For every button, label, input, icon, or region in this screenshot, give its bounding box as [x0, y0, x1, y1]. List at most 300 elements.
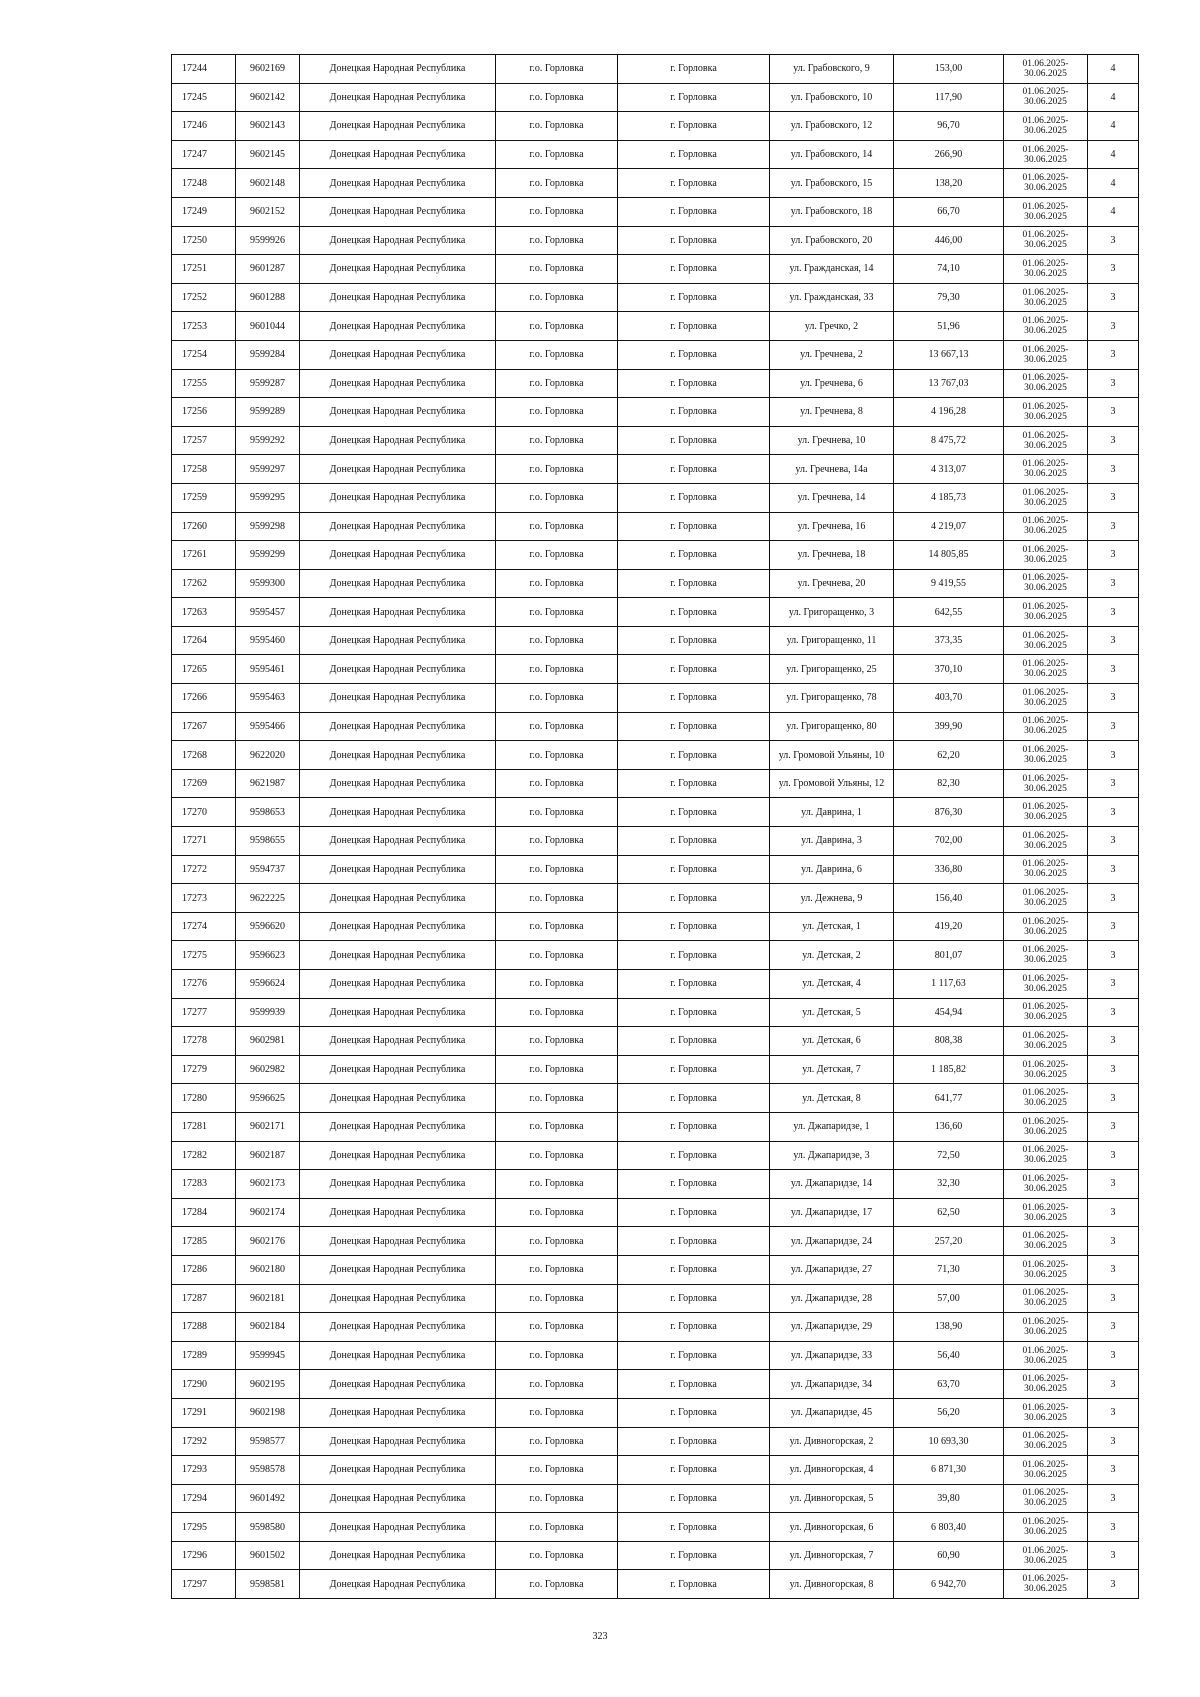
- cell-address: ул. Дивногорская, 4: [770, 1456, 894, 1485]
- cell-period: 01.06.2025- 30.06.2025: [1004, 1541, 1088, 1570]
- cell-row-number: 17275: [172, 941, 236, 970]
- cell-period: 01.06.2025- 30.06.2025: [1004, 512, 1088, 541]
- table-row: [172, 169, 1139, 198]
- cell-locality: г. Горловка: [618, 169, 770, 198]
- table-row: [172, 1484, 1139, 1513]
- cell-address: ул. Джапаридзе, 14: [770, 1170, 894, 1199]
- cell-municipality: г.о. Горловка: [496, 112, 618, 141]
- cell-object-id: 9594737: [236, 855, 300, 884]
- cell-object-id: 9602187: [236, 1141, 300, 1170]
- cell-locality: г. Горловка: [618, 1484, 770, 1513]
- cell-address: ул. Гречко, 2: [770, 312, 894, 341]
- cell-municipality: г.о. Горловка: [496, 369, 618, 398]
- cell-period: 01.06.2025- 30.06.2025: [1004, 1398, 1088, 1427]
- table-row: [172, 1398, 1139, 1427]
- cell-period: 01.06.2025- 30.06.2025: [1004, 312, 1088, 341]
- cell-object-id: 9599299: [236, 541, 300, 570]
- table-row: [172, 912, 1139, 941]
- cell-municipality: г.о. Горловка: [496, 1084, 618, 1113]
- cell-region: Донецкая Народная Республика: [300, 1141, 496, 1170]
- cell-region: Донецкая Народная Республика: [300, 769, 496, 798]
- cell-address: ул. Детская, 2: [770, 941, 894, 970]
- cell-category: 4: [1088, 197, 1139, 226]
- cell-period: 01.06.2025- 30.06.2025: [1004, 1255, 1088, 1284]
- cell-region: Донецкая Народная Республика: [300, 598, 496, 627]
- cell-object-id: 9622225: [236, 884, 300, 913]
- cell-category: 3: [1088, 1255, 1139, 1284]
- cell-address: ул. Гречнева, 18: [770, 541, 894, 570]
- cell-object-id: 9602145: [236, 140, 300, 169]
- cell-region: Донецкая Народная Республика: [300, 1284, 496, 1313]
- cell-area: 72,50: [894, 1141, 1004, 1170]
- cell-period: 01.06.2025- 30.06.2025: [1004, 83, 1088, 112]
- cell-object-id: 9602982: [236, 1055, 300, 1084]
- cell-row-number: 17292: [172, 1427, 236, 1456]
- cell-area: 8 475,72: [894, 426, 1004, 455]
- cell-object-id: 9601044: [236, 312, 300, 341]
- cell-municipality: г.о. Горловка: [496, 1141, 618, 1170]
- cell-municipality: г.о. Горловка: [496, 626, 618, 655]
- cell-period: 01.06.2025- 30.06.2025: [1004, 1198, 1088, 1227]
- cell-municipality: г.о. Горловка: [496, 169, 618, 198]
- table-row: [172, 55, 1139, 84]
- cell-municipality: г.о. Горловка: [496, 941, 618, 970]
- cell-area: 57,00: [894, 1284, 1004, 1313]
- cell-row-number: 17287: [172, 1284, 236, 1313]
- cell-municipality: г.о. Горловка: [496, 712, 618, 741]
- table-row: [172, 1227, 1139, 1256]
- cell-region: Донецкая Народная Республика: [300, 1313, 496, 1342]
- table-row: [172, 827, 1139, 856]
- cell-object-id: 9595460: [236, 626, 300, 655]
- cell-area: 14 805,85: [894, 541, 1004, 570]
- cell-row-number: 17273: [172, 884, 236, 913]
- cell-region: Донецкая Народная Республика: [300, 941, 496, 970]
- cell-address: ул. Гражданская, 14: [770, 255, 894, 284]
- cell-category: 3: [1088, 1284, 1139, 1313]
- cell-category: 3: [1088, 912, 1139, 941]
- cell-category: 3: [1088, 769, 1139, 798]
- cell-municipality: г.о. Горловка: [496, 1513, 618, 1542]
- cell-object-id: 9599298: [236, 512, 300, 541]
- cell-locality: г. Горловка: [618, 1084, 770, 1113]
- cell-address: ул. Дивногорская, 6: [770, 1513, 894, 1542]
- cell-category: 4: [1088, 112, 1139, 141]
- cell-locality: г. Горловка: [618, 541, 770, 570]
- cell-locality: г. Горловка: [618, 369, 770, 398]
- cell-row-number: 17257: [172, 426, 236, 455]
- cell-period: 01.06.2025- 30.06.2025: [1004, 1141, 1088, 1170]
- cell-category: 3: [1088, 1398, 1139, 1427]
- cell-object-id: 9601492: [236, 1484, 300, 1513]
- cell-locality: г. Горловка: [618, 1370, 770, 1399]
- cell-category: 3: [1088, 712, 1139, 741]
- cell-region: Донецкая Народная Республика: [300, 169, 496, 198]
- cell-category: 3: [1088, 855, 1139, 884]
- cell-object-id: 9602142: [236, 83, 300, 112]
- cell-region: Донецкая Народная Республика: [300, 483, 496, 512]
- cell-address: ул. Гречнева, 14: [770, 483, 894, 512]
- cell-municipality: г.о. Горловка: [496, 1484, 618, 1513]
- cell-category: 3: [1088, 941, 1139, 970]
- table-row: [172, 1198, 1139, 1227]
- table-row: [172, 1027, 1139, 1056]
- table-row: [172, 1284, 1139, 1313]
- cell-area: 4 185,73: [894, 483, 1004, 512]
- cell-object-id: 9599289: [236, 398, 300, 427]
- cell-category: 3: [1088, 1227, 1139, 1256]
- cell-object-id: 9621987: [236, 769, 300, 798]
- cell-period: 01.06.2025- 30.06.2025: [1004, 655, 1088, 684]
- cell-category: 3: [1088, 1541, 1139, 1570]
- cell-area: 876,30: [894, 798, 1004, 827]
- cell-period: 01.06.2025- 30.06.2025: [1004, 1456, 1088, 1485]
- table-row: [172, 283, 1139, 312]
- cell-category: 3: [1088, 1427, 1139, 1456]
- cell-address: ул. Григоращенко, 3: [770, 598, 894, 627]
- cell-period: 01.06.2025- 30.06.2025: [1004, 1284, 1088, 1313]
- cell-region: Донецкая Народная Республика: [300, 1370, 496, 1399]
- cell-period: 01.06.2025- 30.06.2025: [1004, 1570, 1088, 1599]
- cell-period: 01.06.2025- 30.06.2025: [1004, 340, 1088, 369]
- cell-municipality: г.о. Горловка: [496, 1341, 618, 1370]
- cell-region: Донецкая Народная Республика: [300, 1198, 496, 1227]
- cell-locality: г. Горловка: [618, 83, 770, 112]
- cell-municipality: г.о. Горловка: [496, 598, 618, 627]
- cell-period: 01.06.2025- 30.06.2025: [1004, 226, 1088, 255]
- cell-category: 3: [1088, 483, 1139, 512]
- cell-object-id: 9602148: [236, 169, 300, 198]
- cell-region: Донецкая Народная Республика: [300, 226, 496, 255]
- cell-locality: г. Горловка: [618, 312, 770, 341]
- cell-region: Донецкая Народная Республика: [300, 998, 496, 1027]
- cell-area: 454,94: [894, 998, 1004, 1027]
- cell-region: Донецкая Народная Республика: [300, 1513, 496, 1542]
- cell-area: 4 196,28: [894, 398, 1004, 427]
- table-row: [172, 398, 1139, 427]
- cell-area: 13 667,13: [894, 340, 1004, 369]
- cell-municipality: г.о. Горловка: [496, 1027, 618, 1056]
- cell-address: ул. Детская, 7: [770, 1055, 894, 1084]
- cell-address: ул. Джапаридзе, 33: [770, 1341, 894, 1370]
- cell-region: Донецкая Народная Республика: [300, 55, 496, 84]
- cell-municipality: г.о. Горловка: [496, 283, 618, 312]
- cell-municipality: г.о. Горловка: [496, 684, 618, 713]
- cell-object-id: 9602198: [236, 1398, 300, 1427]
- cell-region: Донецкая Народная Республика: [300, 1427, 496, 1456]
- cell-object-id: 9602180: [236, 1255, 300, 1284]
- table-row: [172, 112, 1139, 141]
- cell-area: 156,40: [894, 884, 1004, 913]
- cell-category: 3: [1088, 998, 1139, 1027]
- cell-locality: г. Горловка: [618, 255, 770, 284]
- cell-period: 01.06.2025- 30.06.2025: [1004, 970, 1088, 999]
- cell-object-id: 9602173: [236, 1170, 300, 1199]
- table-row: [172, 1112, 1139, 1141]
- cell-region: Донецкая Народная Республика: [300, 684, 496, 713]
- cell-area: 6 942,70: [894, 1570, 1004, 1599]
- cell-locality: г. Горловка: [618, 426, 770, 455]
- cell-locality: г. Горловка: [618, 340, 770, 369]
- cell-region: Донецкая Народная Республика: [300, 369, 496, 398]
- cell-address: ул. Гречнева, 10: [770, 426, 894, 455]
- cell-category: 3: [1088, 541, 1139, 570]
- cell-row-number: 17286: [172, 1255, 236, 1284]
- cell-address: ул. Джапаридзе, 1: [770, 1112, 894, 1141]
- cell-row-number: 17284: [172, 1198, 236, 1227]
- cell-locality: г. Горловка: [618, 569, 770, 598]
- cell-category: 3: [1088, 1112, 1139, 1141]
- cell-area: 642,55: [894, 598, 1004, 627]
- cell-period: 01.06.2025- 30.06.2025: [1004, 55, 1088, 84]
- cell-row-number: 17269: [172, 769, 236, 798]
- cell-locality: г. Горловка: [618, 1341, 770, 1370]
- cell-municipality: г.о. Горловка: [496, 426, 618, 455]
- cell-period: 01.06.2025- 30.06.2025: [1004, 1227, 1088, 1256]
- table-row: [172, 483, 1139, 512]
- table-row: [172, 1313, 1139, 1342]
- cell-category: 4: [1088, 55, 1139, 84]
- cell-object-id: 9599926: [236, 226, 300, 255]
- cell-locality: г. Горловка: [618, 684, 770, 713]
- cell-address: ул. Джапаридзе, 29: [770, 1313, 894, 1342]
- cell-address: ул. Джапаридзе, 28: [770, 1284, 894, 1313]
- document-table-container: [171, 54, 1138, 1599]
- cell-category: 4: [1088, 83, 1139, 112]
- cell-municipality: г.о. Горловка: [496, 312, 618, 341]
- cell-row-number: 17263: [172, 598, 236, 627]
- cell-object-id: 9599939: [236, 998, 300, 1027]
- cell-category: 3: [1088, 827, 1139, 856]
- cell-locality: г. Горловка: [618, 970, 770, 999]
- cell-row-number: 17290: [172, 1370, 236, 1399]
- cell-region: Донецкая Народная Республика: [300, 112, 496, 141]
- page-number: 323: [592, 1631, 608, 1642]
- cell-address: ул. Громовой Ульяны, 12: [770, 769, 894, 798]
- cell-region: Донецкая Народная Республика: [300, 541, 496, 570]
- cell-municipality: г.о. Горловка: [496, 140, 618, 169]
- table-row: [172, 1370, 1139, 1399]
- cell-region: Донецкая Народная Республика: [300, 884, 496, 913]
- cell-row-number: 17252: [172, 283, 236, 312]
- cell-period: 01.06.2025- 30.06.2025: [1004, 1170, 1088, 1199]
- cell-region: Донецкая Народная Республика: [300, 426, 496, 455]
- cell-period: 01.06.2025- 30.06.2025: [1004, 169, 1088, 198]
- cell-object-id: 9601288: [236, 283, 300, 312]
- cell-address: ул. Дивногорская, 5: [770, 1484, 894, 1513]
- cell-municipality: г.о. Горловка: [496, 340, 618, 369]
- cell-municipality: г.о. Горловка: [496, 970, 618, 999]
- cell-category: 3: [1088, 312, 1139, 341]
- cell-municipality: г.о. Горловка: [496, 1170, 618, 1199]
- cell-municipality: г.о. Горловка: [496, 483, 618, 512]
- cell-row-number: 17283: [172, 1170, 236, 1199]
- cell-object-id: 9601502: [236, 1541, 300, 1570]
- cell-category: 3: [1088, 1027, 1139, 1056]
- cell-area: 62,20: [894, 741, 1004, 770]
- cell-region: Донецкая Народная Республика: [300, 970, 496, 999]
- cell-period: 01.06.2025- 30.06.2025: [1004, 884, 1088, 913]
- table-row: [172, 1341, 1139, 1370]
- cell-object-id: 9622020: [236, 741, 300, 770]
- cell-address: ул. Гражданская, 33: [770, 283, 894, 312]
- cell-locality: г. Горловка: [618, 1541, 770, 1570]
- cell-locality: г. Горловка: [618, 112, 770, 141]
- cell-area: 641,77: [894, 1084, 1004, 1113]
- cell-locality: г. Горловка: [618, 655, 770, 684]
- cell-address: ул. Григоращенко, 80: [770, 712, 894, 741]
- cell-period: 01.06.2025- 30.06.2025: [1004, 912, 1088, 941]
- cell-address: ул. Громовой Ульяны, 10: [770, 741, 894, 770]
- cell-period: 01.06.2025- 30.06.2025: [1004, 112, 1088, 141]
- cell-area: 10 693,30: [894, 1427, 1004, 1456]
- cell-locality: г. Горловка: [618, 941, 770, 970]
- table-row: [172, 1141, 1139, 1170]
- cell-period: 01.06.2025- 30.06.2025: [1004, 684, 1088, 713]
- cell-period: 01.06.2025- 30.06.2025: [1004, 827, 1088, 856]
- cell-object-id: 9602143: [236, 112, 300, 141]
- cell-municipality: г.о. Горловка: [496, 741, 618, 770]
- cell-region: Донецкая Народная Республика: [300, 827, 496, 856]
- cell-locality: г. Горловка: [618, 1255, 770, 1284]
- cell-address: ул. Гречнева, 14а: [770, 455, 894, 484]
- cell-row-number: 17288: [172, 1313, 236, 1342]
- table-row: [172, 455, 1139, 484]
- cell-period: 01.06.2025- 30.06.2025: [1004, 855, 1088, 884]
- cell-municipality: г.о. Горловка: [496, 1370, 618, 1399]
- cell-category: 3: [1088, 1084, 1139, 1113]
- cell-category: 3: [1088, 283, 1139, 312]
- cell-object-id: 9601287: [236, 255, 300, 284]
- cell-category: 3: [1088, 455, 1139, 484]
- cell-row-number: 17281: [172, 1112, 236, 1141]
- cell-row-number: 17266: [172, 684, 236, 713]
- cell-category: 3: [1088, 598, 1139, 627]
- cell-area: 13 767,03: [894, 369, 1004, 398]
- cell-address: ул. Детская, 1: [770, 912, 894, 941]
- cell-area: 6 871,30: [894, 1456, 1004, 1485]
- cell-period: 01.06.2025- 30.06.2025: [1004, 598, 1088, 627]
- cell-row-number: 17244: [172, 55, 236, 84]
- cell-address: ул. Дежнева, 9: [770, 884, 894, 913]
- cell-object-id: 9596620: [236, 912, 300, 941]
- cell-locality: г. Горловка: [618, 455, 770, 484]
- cell-region: Донецкая Народная Республика: [300, 140, 496, 169]
- cell-locality: г. Горловка: [618, 1398, 770, 1427]
- cell-area: 801,07: [894, 941, 1004, 970]
- cell-address: ул. Грабовского, 9: [770, 55, 894, 84]
- cell-row-number: 17248: [172, 169, 236, 198]
- cell-locality: г. Горловка: [618, 769, 770, 798]
- cell-row-number: 17279: [172, 1055, 236, 1084]
- cell-row-number: 17249: [172, 197, 236, 226]
- cell-area: 373,35: [894, 626, 1004, 655]
- cell-address: ул. Детская, 4: [770, 970, 894, 999]
- cell-address: ул. Грабовского, 18: [770, 197, 894, 226]
- table-row: [172, 1570, 1139, 1599]
- cell-locality: г. Горловка: [618, 1027, 770, 1056]
- cell-object-id: 9599287: [236, 369, 300, 398]
- cell-municipality: г.о. Горловка: [496, 398, 618, 427]
- cell-row-number: 17291: [172, 1398, 236, 1427]
- cell-locality: г. Горловка: [618, 855, 770, 884]
- cell-row-number: 17277: [172, 998, 236, 1027]
- cell-address: ул. Гречнева, 16: [770, 512, 894, 541]
- table-row: [172, 369, 1139, 398]
- cell-area: 56,20: [894, 1398, 1004, 1427]
- cell-municipality: г.о. Горловка: [496, 226, 618, 255]
- cell-municipality: г.о. Горловка: [496, 855, 618, 884]
- table-row: [172, 1456, 1139, 1485]
- cell-locality: г. Горловка: [618, 197, 770, 226]
- cell-row-number: 17247: [172, 140, 236, 169]
- cell-category: 3: [1088, 884, 1139, 913]
- cell-area: 96,70: [894, 112, 1004, 141]
- cell-municipality: г.о. Горловка: [496, 1055, 618, 1084]
- cell-address: ул. Дивногорская, 8: [770, 1570, 894, 1599]
- cell-locality: г. Горловка: [618, 598, 770, 627]
- cell-locality: г. Горловка: [618, 626, 770, 655]
- cell-period: 01.06.2025- 30.06.2025: [1004, 369, 1088, 398]
- cell-row-number: 17256: [172, 398, 236, 427]
- table-row: [172, 1170, 1139, 1199]
- cell-category: 3: [1088, 1170, 1139, 1199]
- cell-locality: г. Горловка: [618, 827, 770, 856]
- cell-row-number: 17289: [172, 1341, 236, 1370]
- cell-area: 138,90: [894, 1313, 1004, 1342]
- cell-address: ул. Грабовского, 15: [770, 169, 894, 198]
- cell-row-number: 17261: [172, 541, 236, 570]
- table-row: [172, 1513, 1139, 1542]
- cell-locality: г. Горловка: [618, 1456, 770, 1485]
- cell-municipality: г.о. Горловка: [496, 1313, 618, 1342]
- cell-period: 01.06.2025- 30.06.2025: [1004, 1313, 1088, 1342]
- cell-area: 136,60: [894, 1112, 1004, 1141]
- cell-object-id: 9598653: [236, 798, 300, 827]
- cell-area: 39,80: [894, 1484, 1004, 1513]
- cell-locality: г. Горловка: [618, 1198, 770, 1227]
- table-row: [172, 83, 1139, 112]
- cell-category: 3: [1088, 1513, 1139, 1542]
- cell-locality: г. Горловка: [618, 1570, 770, 1599]
- cell-locality: г. Горловка: [618, 1141, 770, 1170]
- cell-address: ул. Грабовского, 14: [770, 140, 894, 169]
- cell-period: 01.06.2025- 30.06.2025: [1004, 569, 1088, 598]
- cell-region: Донецкая Народная Республика: [300, 1255, 496, 1284]
- cell-object-id: 9599295: [236, 483, 300, 512]
- cell-area: 32,30: [894, 1170, 1004, 1199]
- cell-period: 01.06.2025- 30.06.2025: [1004, 998, 1088, 1027]
- cell-category: 3: [1088, 398, 1139, 427]
- cell-row-number: 17271: [172, 827, 236, 856]
- cell-row-number: 17246: [172, 112, 236, 141]
- cell-municipality: г.о. Горловка: [496, 197, 618, 226]
- table-row: [172, 655, 1139, 684]
- cell-area: 9 419,55: [894, 569, 1004, 598]
- table-row: [172, 970, 1139, 999]
- cell-locality: г. Горловка: [618, 1112, 770, 1141]
- cell-municipality: г.о. Горловка: [496, 1284, 618, 1313]
- cell-area: 82,30: [894, 769, 1004, 798]
- cell-municipality: г.о. Горловка: [496, 827, 618, 856]
- cell-object-id: 9599297: [236, 455, 300, 484]
- cell-area: 1 117,63: [894, 970, 1004, 999]
- cell-locality: г. Горловка: [618, 884, 770, 913]
- cell-area: 1 185,82: [894, 1055, 1004, 1084]
- cell-region: Донецкая Народная Республика: [300, 1227, 496, 1256]
- cell-object-id: 9598580: [236, 1513, 300, 1542]
- cell-region: Донецкая Народная Республика: [300, 1055, 496, 1084]
